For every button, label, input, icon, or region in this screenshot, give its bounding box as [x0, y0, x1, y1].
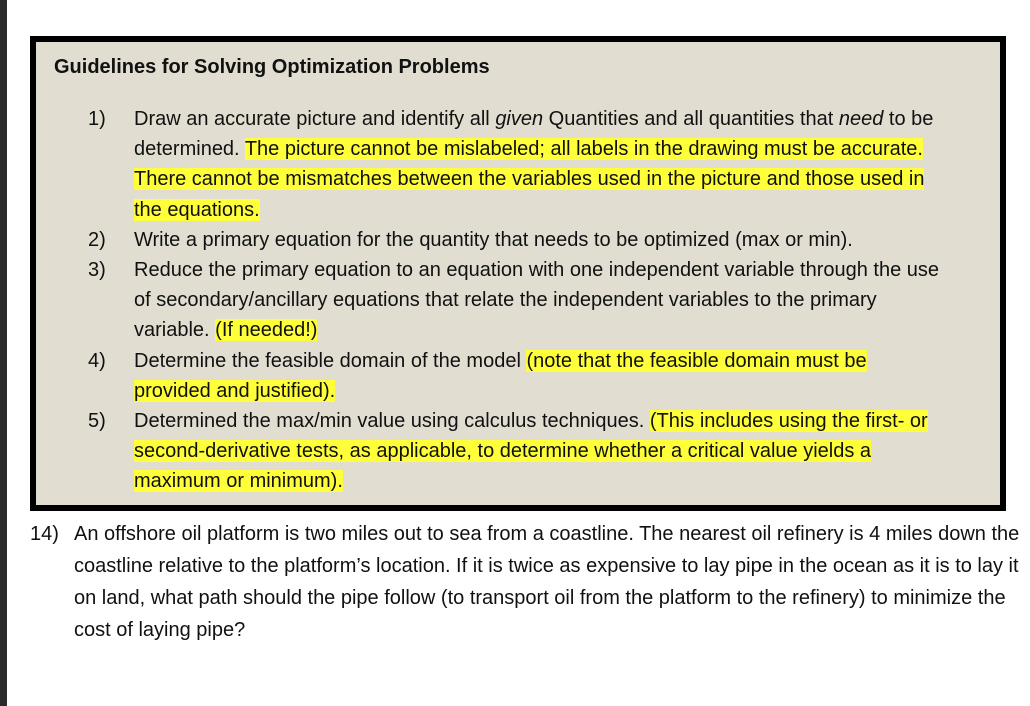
step-text: Determined the max/min value using calculus techniques. [134, 410, 650, 433]
guideline-step-2 [88, 225, 948, 255]
step-text-emphasis: need [838, 108, 884, 130]
step-number: 2) [88, 228, 106, 251]
step-text-highlighted: The picture cannot be mislabeled; all labels in the drawing must be accurate. There cannot be mismatches between the variables used in the picture and those used in the equations. [134, 138, 925, 221]
step-number: 5) [88, 410, 106, 433]
guideline-step-3 [88, 255, 948, 346]
step-number: 4) [88, 349, 106, 372]
step-text-highlighted: (note that the feasible domain must be provided and justified). [134, 349, 867, 402]
step-text: to be determined. [134, 108, 934, 161]
guidelines-steps-list [88, 104, 948, 497]
problem-text: An offshore oil platform is two miles out to sea from a coastline. The nearest oil refinery is 4 miles down the coastline relative to the platform’s location. If it is twice as expensive to lay pipe in the ocean as it is to lay it on land, what path should the pipe follow (to transport oil from the platform to the refinery) to minimize the cost of laying pipe? [74, 523, 1020, 641]
step-text: Determine the feasible domain of the model [134, 349, 527, 372]
guideline-step-4 [88, 346, 948, 406]
guidelines-title: Guidelines for Solving Optimization Problems [54, 56, 490, 78]
left-edge-bar [0, 0, 7, 706]
step-number: 1) [88, 108, 106, 130]
step-text-highlighted: (This includes using the first- or second-derivative tests, as applicable, to determine whether a critical value yields a maximum or minimum). [134, 410, 928, 493]
step-text: Draw an accurate picture and identify all [134, 108, 496, 130]
guideline-step-5 [88, 406, 948, 497]
problem-number: 14) [30, 523, 59, 545]
step-text: Reduce the primary equation to an equation with one independent variable through the use of secondary/ancillary equations that relate the independent variables to the primary variable. [134, 259, 940, 342]
step-text-highlighted: (If needed!) [215, 319, 318, 342]
guidelines-box [30, 36, 1006, 511]
step-text: Write a primary equation for the quantity that needs to be optimized (max or min). [134, 228, 853, 251]
step-text-emphasis: given [495, 108, 544, 130]
guideline-step-1 [88, 104, 948, 225]
step-text: Quantities and all quantities that [543, 108, 839, 130]
step-number: 3) [88, 259, 106, 282]
